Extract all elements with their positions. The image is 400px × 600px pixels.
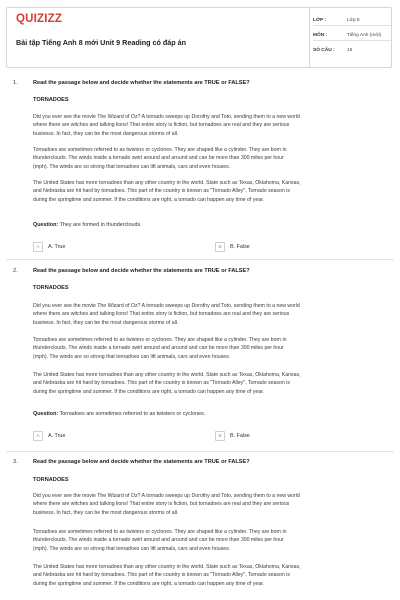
passage-line: Did you ever see the movie The Wizard of Oz? A tornado sweeps up Dorothy and Toto, sending them to a new world: [33, 493, 300, 499]
passage-line: (mph). The winds are so strong that tornadoes can lift animals, cars and even houses.: [33, 545, 231, 552]
question-prompt: Read the passage below and decide whether the statements are TRUE or FALSE?: [33, 268, 250, 274]
meta-class-value: Lớp 8: [347, 18, 360, 23]
question-number: 3.: [13, 459, 18, 465]
passage-line: during the springtime and summer. If the conditions are right, a tornado can happen any time of year.: [33, 580, 264, 587]
question-statement: [33, 222, 142, 228]
passage-line: The United States has more tornadoes than any other country in the world. State such as Texas, Oklahoma, Kansas,: [33, 372, 301, 378]
passage-line: during the springtime and summer. If the conditions are right, a tornado can happen any time of year.: [33, 196, 264, 203]
passage-paragraph: [33, 563, 391, 588]
passage-paragraph: [33, 302, 391, 327]
passage-line: thunderclouds. The winds inside a tornado swirl around and around and can be more than 300 miles per hour: [33, 537, 284, 544]
quizizz-logo: QUIZIZZ: [16, 13, 63, 25]
option-a-box[interactable]: A: [33, 242, 43, 252]
passage-heading: TORNADOES: [33, 97, 69, 103]
passage-paragraph: [33, 336, 391, 361]
meta-subject-key: MÔN :: [313, 33, 328, 38]
passage-heading: TORNADOES: [33, 285, 69, 291]
passage-line: where there are witches and talking lions! That entire story is fiction, but tornadoes are real and they are serious: [33, 122, 290, 129]
passage-line: and Nebraska are hit hard by tornadoes. This part of the country is known as "Tornado Alley". Tornado season is: [33, 188, 290, 195]
passage-paragraph: [33, 371, 391, 396]
header-divider: [309, 8, 310, 67]
passage-line: Did you ever see the movie The Wizard of Oz? A tornado sweeps up Dorothy and Toto, sending them to a new world: [33, 114, 300, 120]
question-divider: [6, 259, 394, 260]
passage-line: where there are witches and talking lions! That entire story is fiction, but tornadoes are real and they are serious: [33, 501, 290, 508]
passage-line: during the springtime and summer. If the conditions are right, a tornado can happen any time of year.: [33, 388, 264, 395]
passage-paragraph: [33, 528, 391, 553]
question-text: They are formed in thunderclouds.: [59, 222, 142, 228]
question-label: Question:: [33, 222, 59, 228]
question-label: Question:: [33, 411, 59, 417]
page-title: Bài tập Tiếng Anh 8 mới Unit 9 Reading có đáp án: [16, 38, 187, 47]
passage-line: The United States has more tornadoes than any other country in the world. State such as Texas, Oklahoma, Kansas,: [33, 180, 301, 186]
meta-subject-value: Tiếng Anh (mới): [347, 33, 382, 38]
question-text: Tornadoes are sometimes referred to as twisters or cyclones.: [59, 411, 206, 417]
passage-paragraph: [33, 113, 391, 138]
meta-divider: [313, 25, 391, 26]
passage-paragraph: [33, 179, 391, 204]
passage-line: (mph). The winds are so strong that tornadoes can lift animals, cars and even houses.: [33, 163, 231, 170]
question-prompt: Read the passage below and decide whether the statements are TRUE or FALSE?: [33, 80, 250, 86]
meta-count-key: SỐ CÂU :: [313, 48, 335, 53]
passage-line: Tornadoes are sometimes referred to as twisters or cyclones. They are shaped like a cylinder. They are born in: [33, 337, 287, 343]
option-a-label: A. True: [48, 433, 66, 439]
passage-line: Tornadoes are sometimes referred to as twisters or cyclones. They are shaped like a cylinder. They are born in: [33, 529, 287, 535]
passage-line: where there are witches and talking lions! That entire story is fiction, but tornadoes are real and they are serious: [33, 311, 290, 318]
meta-class-key: LỚP :: [313, 18, 327, 23]
passage-line: (mph). The winds are so strong that tornadoes can lift animals, cars and even houses.: [33, 353, 231, 360]
passage-line: business. In fact, they can be the most dangerous storms of all.: [33, 509, 179, 516]
question-prompt: Read the passage below and decide whether the statements are TRUE or FALSE?: [33, 459, 250, 465]
meta-divider: [313, 40, 391, 41]
passage-line: Did you ever see the movie The Wizard of Oz? A tornado sweeps up Dorothy and Toto, sending them to a new world: [33, 303, 300, 309]
passage-line: The United States has more tornadoes than any other country in the world. State such as Texas, Oklahoma, Kansas,: [33, 564, 301, 570]
passage-line: business. In fact, they can be the most dangerous storms of all.: [33, 130, 179, 137]
passage-line: and Nebraska are hit hard by tornadoes. This part of the country is known as "Tornado Alley". Tornado season is: [33, 572, 290, 579]
passage-line: Tornadoes are sometimes referred to as twisters or cyclones. They are shaped like a cylinder. They are born in: [33, 147, 287, 153]
option-a[interactable]: [33, 431, 65, 441]
question-number: 1.: [13, 80, 18, 86]
worksheet-header: [6, 7, 392, 68]
passage-line: and Nebraska are hit hard by tornadoes. This part of the country is known as "Tornado Alley". Tornado season is: [33, 380, 290, 387]
passage-paragraph: [33, 146, 391, 171]
option-a-box[interactable]: A: [33, 431, 43, 441]
passage-line: thunderclouds. The winds inside a tornado swirl around and around and can be more than 300 miles per hour: [33, 345, 284, 352]
option-a[interactable]: [33, 242, 65, 252]
option-b-label: B. False: [230, 433, 250, 439]
option-b[interactable]: [215, 431, 250, 441]
question-statement: [33, 411, 205, 417]
option-b-box[interactable]: B: [215, 431, 225, 441]
meta-count-value: 15: [347, 48, 353, 53]
option-b[interactable]: [215, 242, 250, 252]
passage-heading: TORNADOES: [33, 477, 69, 483]
option-b-label: B. False: [230, 244, 250, 250]
passage-line: business. In fact, they can be the most dangerous storms of all.: [33, 319, 179, 326]
option-b-box[interactable]: B: [215, 242, 225, 252]
passage-paragraph: [33, 492, 391, 517]
question-number: 2.: [13, 268, 18, 274]
question-divider: [6, 451, 394, 452]
passage-line: thunderclouds. The winds inside a tornado swirl around and around and can be more than 300 miles per hour: [33, 155, 284, 162]
option-a-label: A. True: [48, 244, 66, 250]
